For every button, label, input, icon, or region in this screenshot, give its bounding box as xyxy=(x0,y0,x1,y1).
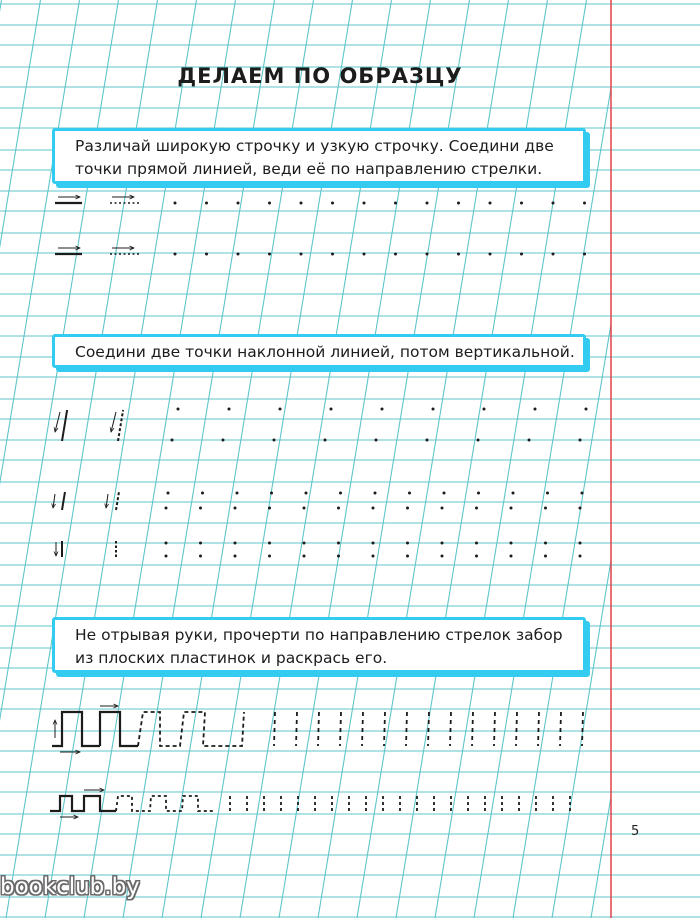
guide-dot xyxy=(520,202,523,205)
guide-dot xyxy=(489,202,492,205)
task-text: Соедини две точки наклонной линией, потом вертикальной. xyxy=(75,343,575,361)
guide-dot xyxy=(579,507,582,510)
guide-dot xyxy=(337,507,340,510)
guide-dot xyxy=(583,202,586,205)
fence-sample xyxy=(100,712,138,746)
fence-guide xyxy=(560,712,561,746)
guide-dot xyxy=(477,439,480,442)
direction-arrow xyxy=(106,494,108,508)
fence-guide xyxy=(362,712,363,746)
guide-dot xyxy=(552,253,555,256)
task-text: Не отрывая руки, прочерти по направлению стрелок забор из плоских пластинок и раскрась его. xyxy=(75,626,563,667)
page-number: 5 xyxy=(631,824,640,839)
guide-dot xyxy=(199,507,202,510)
guide-dot xyxy=(234,507,237,510)
guide-dot xyxy=(585,408,588,411)
guide-dot xyxy=(534,408,537,411)
guide-dot xyxy=(174,202,177,205)
guide-dot xyxy=(394,202,397,205)
fence-guide xyxy=(516,712,517,746)
guide-dot xyxy=(546,492,549,495)
guide-dot xyxy=(201,492,204,495)
guide-dot xyxy=(199,555,202,558)
guide-dot xyxy=(337,542,340,545)
guide-dot xyxy=(489,253,492,256)
guide-dot xyxy=(375,439,378,442)
guide-dot xyxy=(443,492,446,495)
guide-dot xyxy=(324,439,327,442)
fence-guide xyxy=(318,712,319,746)
guide-dot xyxy=(363,253,366,256)
fence-guide xyxy=(406,712,407,746)
guide-dot xyxy=(394,253,397,256)
fence-guide xyxy=(472,712,473,746)
slant-line xyxy=(669,0,700,918)
guide-dot xyxy=(520,253,523,256)
guide-dot xyxy=(426,439,429,442)
guide-dot xyxy=(199,542,202,545)
guide-dot xyxy=(457,202,460,205)
guide-dot xyxy=(552,202,555,205)
guide-dot xyxy=(174,253,177,256)
page-title: ДЕЛАЕМ ПО ОБРАЗЦУ xyxy=(177,64,463,88)
guide-dot xyxy=(236,492,239,495)
guide-dot xyxy=(512,492,515,495)
task-box-lines xyxy=(52,128,586,184)
guide-dot xyxy=(544,555,547,558)
guide-dot xyxy=(381,408,384,411)
guide-dot xyxy=(300,202,303,205)
guide-dot xyxy=(237,202,240,205)
direction-arrow xyxy=(53,494,55,508)
guide-dot xyxy=(177,408,180,411)
fence-guide xyxy=(384,712,385,746)
guide-dot xyxy=(406,555,409,558)
guide-dot xyxy=(579,555,582,558)
task-box-slants xyxy=(52,334,586,368)
guide-dot xyxy=(331,253,334,256)
guide-dot xyxy=(583,253,586,256)
guide-dot xyxy=(510,555,513,558)
sample-slant xyxy=(62,410,67,441)
guide-dot xyxy=(374,492,377,495)
fence-guide xyxy=(538,712,539,746)
watermark-logo: bookclub.by xyxy=(0,874,140,900)
guide-dot xyxy=(165,555,168,558)
fence-guide xyxy=(494,712,495,746)
guide-dot xyxy=(339,492,342,495)
guide-dot xyxy=(579,542,582,545)
task-box-fence xyxy=(52,617,586,673)
task-text: Различай широкую строчку и узкую строчку. Соедини две точки прямой линией, веди её по направлению стрелки. xyxy=(75,137,554,178)
guide-dot xyxy=(331,202,334,205)
guide-dot xyxy=(372,542,375,545)
exercise-fence xyxy=(50,706,583,817)
guide-dot xyxy=(432,408,435,411)
guide-dot xyxy=(268,253,271,256)
guide-dot xyxy=(303,555,306,558)
guide-dot xyxy=(544,507,547,510)
guide-dot xyxy=(363,202,366,205)
guide-dot xyxy=(273,439,276,442)
guide-dot xyxy=(303,507,306,510)
guide-dot xyxy=(167,492,170,495)
guide-dot xyxy=(426,253,429,256)
guide-dot xyxy=(372,507,375,510)
guide-dot xyxy=(441,555,444,558)
direction-arrow xyxy=(111,412,116,432)
sample-slant xyxy=(62,492,65,510)
guide-dot xyxy=(408,492,411,495)
slant-line xyxy=(0,0,1,918)
slant-line xyxy=(591,0,700,918)
fence-dotted xyxy=(116,796,214,811)
guide-dot xyxy=(234,542,237,545)
guide-dot xyxy=(268,202,271,205)
guide-dot xyxy=(165,542,168,545)
sample-dotted-slant xyxy=(116,492,119,510)
guide-dot xyxy=(483,408,486,411)
direction-arrow xyxy=(55,412,60,432)
guide-dot xyxy=(268,507,271,510)
guide-dot xyxy=(300,253,303,256)
guide-dot xyxy=(303,542,306,545)
guide-dot xyxy=(579,439,582,442)
slant-line xyxy=(638,0,700,918)
slant-line xyxy=(0,0,40,918)
guide-dot xyxy=(228,408,231,411)
guide-dot xyxy=(406,542,409,545)
guide-dot xyxy=(406,507,409,510)
guide-dot xyxy=(544,542,547,545)
guide-dot xyxy=(222,439,225,442)
fence-guide xyxy=(582,712,583,746)
slant-line xyxy=(677,0,700,918)
guide-dot xyxy=(268,555,271,558)
guide-dot xyxy=(165,507,168,510)
guide-dot xyxy=(372,555,375,558)
fence-guide xyxy=(450,712,451,746)
guide-dot xyxy=(205,202,208,205)
slant-line xyxy=(630,0,700,918)
guide-dot xyxy=(477,492,480,495)
guide-dot xyxy=(441,507,444,510)
guide-dot xyxy=(528,439,531,442)
fence-guide xyxy=(296,712,297,746)
guide-dot xyxy=(305,492,308,495)
guide-dot xyxy=(270,492,273,495)
sample-dotted-slant xyxy=(118,410,123,441)
fence-guide xyxy=(274,712,275,746)
fence-guide xyxy=(340,712,341,746)
guide-dot xyxy=(457,253,460,256)
guide-dot xyxy=(475,542,478,545)
guide-dot xyxy=(279,408,282,411)
guide-dot xyxy=(510,507,513,510)
guide-dot xyxy=(581,492,584,495)
guide-dot xyxy=(475,507,478,510)
guide-dot xyxy=(237,253,240,256)
guide-dot xyxy=(337,555,340,558)
fence-sample xyxy=(50,796,116,811)
guide-dot xyxy=(330,408,333,411)
guide-dot xyxy=(234,555,237,558)
guide-dot xyxy=(510,542,513,545)
guide-dot xyxy=(426,202,429,205)
guide-dot xyxy=(205,253,208,256)
guide-dot xyxy=(441,542,444,545)
guide-dot xyxy=(475,555,478,558)
guide-dot xyxy=(268,542,271,545)
slant-line xyxy=(599,0,700,918)
guide-dot xyxy=(171,439,174,442)
